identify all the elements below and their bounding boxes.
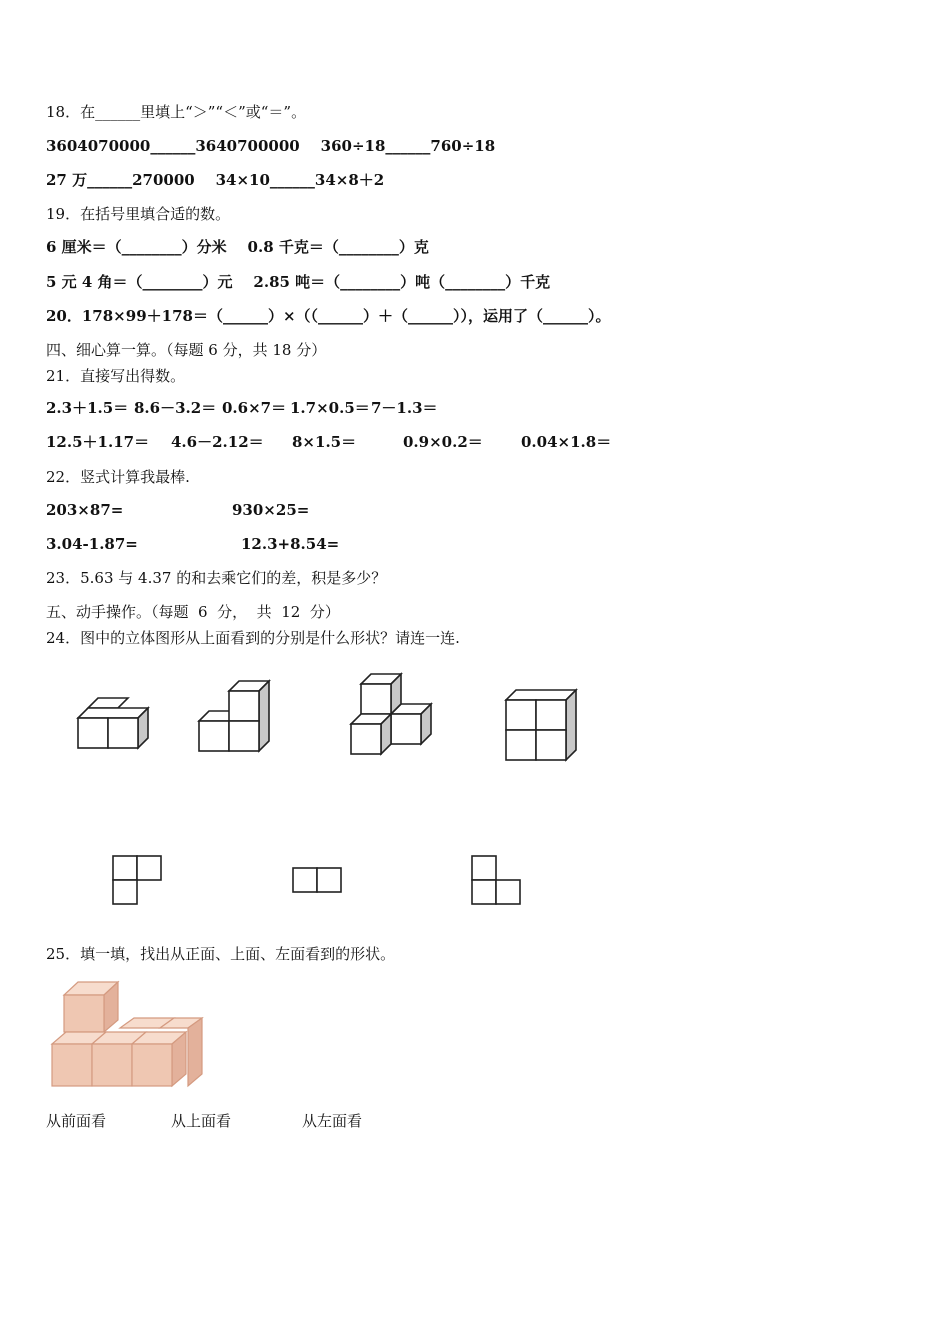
view-label-front: 从前面看 bbox=[46, 1112, 107, 1130]
q21-item: 2.3＋1.5＝ bbox=[46, 399, 129, 417]
q24-title: 24．图中的立体图形从上面看到的分别是什么形状？请连一连. bbox=[46, 629, 460, 647]
q25-title: 25．填一填，找出从正面、上面、左面看到的形状。 bbox=[46, 945, 396, 963]
q19-title: 19．在括号里填合适的数。 bbox=[46, 205, 231, 223]
q22-title: 22．竖式计算我最棒. bbox=[46, 468, 190, 486]
q22-item: 3.04-1.87= bbox=[46, 535, 138, 553]
q18-row1: 3604070000______3640700000 360÷18______760÷18 bbox=[46, 137, 496, 155]
section5-title: 五、动手操作。（每题 6 分， 共 12 分） bbox=[46, 603, 340, 621]
q22-item: 930×25= bbox=[232, 501, 310, 519]
view-label-left: 从左面看 bbox=[302, 1112, 363, 1130]
q21-item: 12.5＋1.17＝ bbox=[46, 433, 150, 451]
q21-title: 21．直接写出得数。 bbox=[46, 367, 186, 385]
q21-item: 7－1.3＝ bbox=[371, 399, 438, 417]
q21-item: 0.6×7＝ bbox=[222, 399, 287, 417]
q19-row2: 5 元 4 角＝（________）元 2.85 吨＝（________）吨（________）千克 bbox=[46, 273, 551, 291]
q21-item: 8.6－3.2＝ bbox=[134, 399, 217, 417]
q21-item: 8×1.5＝ bbox=[292, 433, 357, 451]
q22-item: 203×87= bbox=[46, 501, 124, 519]
q21-item: 4.6－2.12＝ bbox=[171, 433, 264, 451]
q19-row1: 6 厘米＝（________）分米 0.8 千克＝（________）克 bbox=[46, 238, 429, 256]
q18-title: 18．在______里填上“＞”“＜”或“＝”。 bbox=[46, 103, 307, 121]
section4-title: 四、细心算一算。（每题 6 分，共 18 分） bbox=[46, 341, 327, 359]
q23-title: 23．5.63 与 4.37 的和去乘它们的差，积是多少？ bbox=[46, 569, 387, 587]
q18-row2: 27 万______270000 34×10______34×8＋2 bbox=[46, 171, 385, 189]
q21-item: 1.7×0.5＝ bbox=[290, 399, 370, 417]
q21-item: 0.9×0.2＝ bbox=[403, 433, 483, 451]
q20-title: 20．178×99＋178＝（______）×（（______）＋（______）），运用了（______）。 bbox=[46, 307, 611, 325]
view-label-top: 从上面看 bbox=[171, 1112, 232, 1130]
q21-item: 0.04×1.8＝ bbox=[521, 433, 612, 451]
q22-item: 12.3+8.54= bbox=[241, 535, 340, 553]
